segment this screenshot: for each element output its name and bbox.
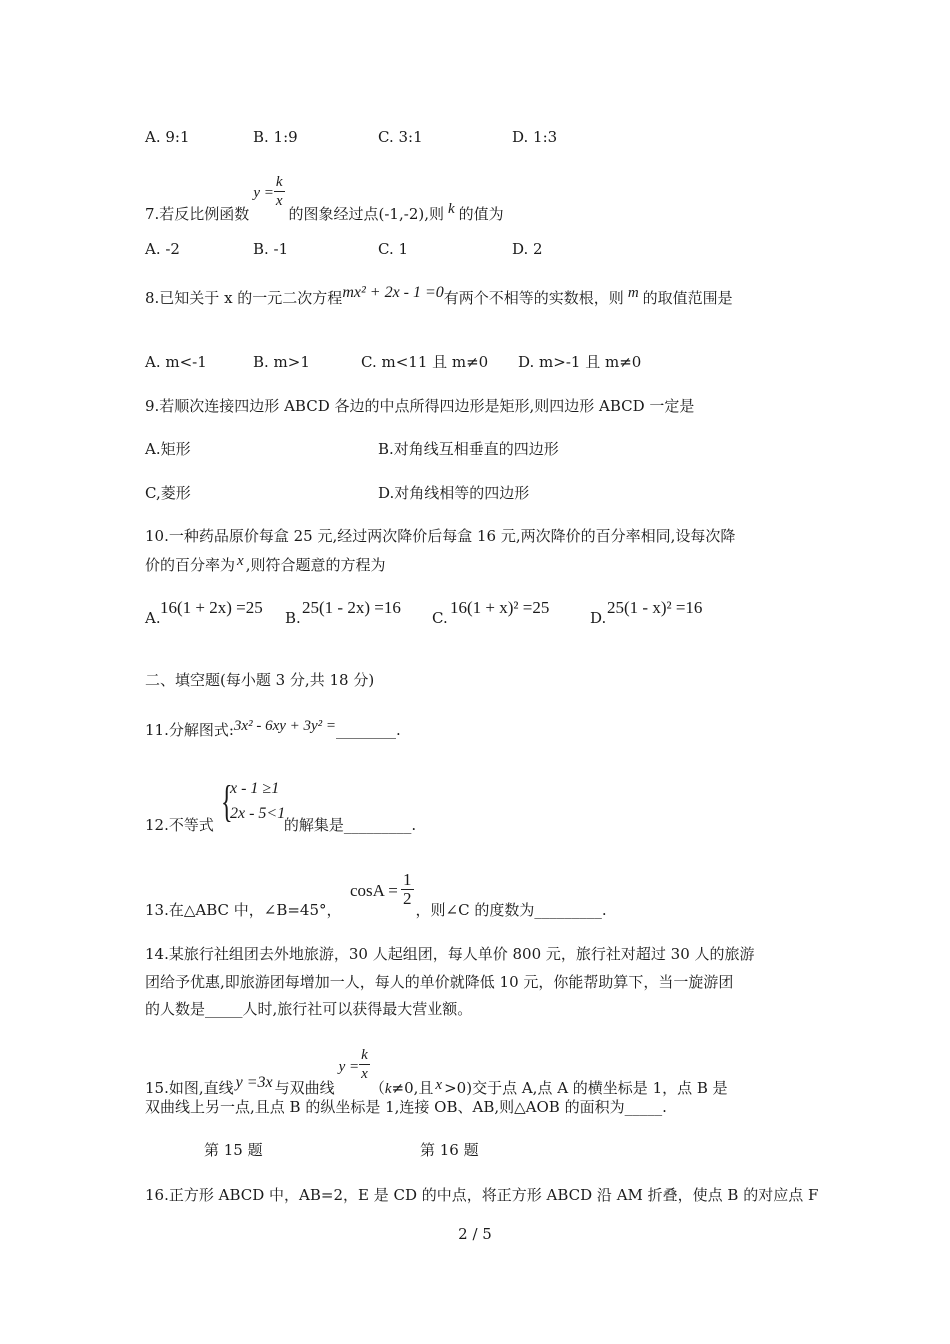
q10-var-x: x: [237, 553, 244, 569]
q7-fraction-den: x: [275, 193, 283, 209]
q15-formula-line: y =3x: [235, 1073, 273, 1091]
q15-stem-mid: 与双曲线: [274, 1078, 335, 1097]
q15-stem-rest: 0)交于点 A,点 A 的横坐标是 1，点 B 是: [456, 1078, 728, 1097]
q7-option-a: A. -2: [145, 240, 180, 258]
q7-option-c: C. 1: [378, 240, 409, 258]
q8-option-d: D. m>-1 且 m≠0: [518, 353, 642, 371]
q15-line2-pre: 双曲线上另一点,且点 B 的纵坐标是 1,连接 OB、AB,则△AOB 的面积为: [145, 1098, 625, 1116]
question-7: [145, 172, 504, 223]
q15-stem-pre: 15.如图,直线: [145, 1078, 234, 1097]
q10-option-b-formula: 25(1 - 2x) =16: [302, 598, 401, 617]
q7-option-d: D. 2: [512, 240, 543, 258]
q14-line3-pre: 的人数是: [145, 1000, 206, 1018]
q8-var-m: m: [627, 285, 639, 301]
q11-blank: ________: [336, 721, 397, 739]
q12-inequality-1: x - 1 ≥1: [230, 780, 280, 797]
q8-option-b: B. m>1: [253, 353, 310, 371]
q15-formula-hyperbola-lhs: y =: [338, 1058, 360, 1075]
question-13: [145, 900, 607, 920]
question-16-line1: 16.正方形 ABCD 中，AB=2，E 是 CD 的中点，将正方形 ABCD 沿 AM 折叠，使点 B 的对应点 F: [145, 1186, 819, 1204]
q10-option-d-letter: D.: [590, 609, 607, 627]
q15-blank: _____: [624, 1098, 663, 1116]
q10-option-c-letter: C.: [432, 609, 448, 627]
q15-fraction-den: x: [361, 1066, 368, 1082]
q11-stem-pre: 11.分解图式:: [145, 721, 234, 739]
q12-stem-pre: 12.不等式: [145, 816, 214, 834]
q6-option-c: C. 3:1: [378, 128, 423, 146]
q13-fraction-num: 1: [403, 870, 412, 889]
q9-option-d: D.对角线相等的四边形: [378, 484, 530, 502]
q13-stem-pre: 13.在△ABC 中，∠B=45°，: [145, 901, 342, 919]
q15-fraction: [359, 1046, 370, 1083]
q11-formula: 3x² - 6xy + 3y² =: [233, 718, 337, 734]
q7-formula-lhs: y =: [253, 184, 274, 201]
q15-gt: >: [444, 1078, 457, 1097]
q9-option-b: B.对角线互相垂直的四边形: [378, 440, 559, 458]
q7-option-b: B. -1: [253, 240, 289, 258]
q8-stem-mid: 有两个不相等的实数根，则: [443, 289, 624, 307]
q7-fraction: [274, 173, 285, 210]
q10-option-b-letter: B.: [285, 609, 301, 627]
q9-option-c: C,菱形: [145, 484, 191, 502]
q9-option-a: A.矩形: [145, 440, 191, 458]
section-2-heading: 二、填空题(每小题 3 分,共 18 分): [145, 671, 375, 689]
q10-option-c-formula: 16(1 + x)² =25: [450, 598, 550, 617]
q10-option-a-formula: 16(1 + 2x) =25: [160, 598, 263, 617]
q8-option-c: C. m<11 且 m≠0: [361, 353, 489, 371]
q7-stem-post: 的值为: [458, 204, 504, 223]
question-15-line1: [145, 1044, 728, 1097]
q10-line2-pre: 价的百分率为: [145, 556, 236, 574]
question-10-line1: 10.一种药品原价每盒 25 元,经过两次降价后每盒 16 元,两次降价的百分率相同,设每次降: [145, 527, 736, 545]
figure-16-label: 第 16 题: [420, 1141, 479, 1159]
question-15-line2: [145, 1097, 667, 1117]
q13-blank: _________: [534, 901, 602, 919]
q13-fraction-den: 2: [403, 889, 412, 908]
q13-formula-lhs: cosA =: [350, 881, 398, 900]
q8-formula: mx² + 2x - 1 =0: [342, 284, 444, 301]
question-8: [145, 284, 733, 309]
q15-cond-x: x: [435, 1076, 443, 1093]
q15-fraction-num: k: [361, 1047, 368, 1063]
figure-15-label: 第 15 题: [204, 1141, 263, 1159]
q14-blank: _____: [205, 1000, 243, 1018]
q7-stem-mid: 的图象经过点(-1,-2),则: [288, 204, 444, 223]
q12-end: .: [411, 816, 417, 834]
q6-option-d: D. 1:3: [512, 128, 558, 146]
q6-option-b: B. 1:9: [253, 128, 298, 146]
q8-stem-pre: 8.已知关于 x 的一元二次方程: [145, 289, 343, 307]
q13-end: .: [601, 901, 607, 919]
page-number: 2 / 5: [458, 1225, 492, 1243]
question-14-line2: 团给予优惠,即旅游团每增加一人，每人的单价就降低 10 元，你能帮助算下，当一旋游团: [145, 973, 734, 991]
question-11: [145, 720, 401, 741]
q12-brace: {: [221, 777, 233, 826]
question-10-line2: [145, 555, 385, 576]
q13-stem-post: ，则∠C 的度数为: [415, 901, 535, 919]
q7-stem-pre: 7.若反比例函数: [145, 204, 250, 223]
q10-line2-post: ,则符合题意的方程为: [245, 556, 386, 574]
q10-option-a-letter: A.: [145, 609, 161, 627]
question-14-line3: [145, 999, 472, 1019]
q15-cond-k: k: [384, 1080, 392, 1097]
question-12: [145, 815, 416, 835]
q15-cond-mid: ≠0,且: [391, 1078, 434, 1097]
q14-line3-post: 人时,旅行社可以获得最大营业额。: [242, 1000, 473, 1018]
q7-var-k: k: [447, 200, 455, 217]
q12-blank: _________: [343, 816, 412, 834]
q12-stem-post: 的解集是: [283, 816, 344, 834]
q8-option-a: A. m<-1: [145, 353, 207, 371]
q10-option-d-formula: 25(1 - x)² =16: [607, 598, 703, 617]
q6-option-a: A. 9:1: [145, 128, 190, 146]
q15-end: .: [662, 1098, 667, 1116]
q15-paren: （: [369, 1078, 385, 1097]
q8-stem-post: 的取值范围是: [642, 289, 733, 307]
q12-inequality-2: 2x - 5<1: [230, 805, 286, 822]
question-14-line1: 14.某旅行社组团去外地旅游，30 人起组团，每人单价 800 元，旅行社对超过 30 人的旅游: [145, 945, 755, 963]
question-9: 9.若顺次连接四边形 ABCD 各边的中点所得四边形是矩形,则四边形 ABCD 一定是: [145, 397, 695, 415]
q11-end: .: [396, 721, 401, 739]
q7-fraction-num: k: [275, 174, 283, 190]
